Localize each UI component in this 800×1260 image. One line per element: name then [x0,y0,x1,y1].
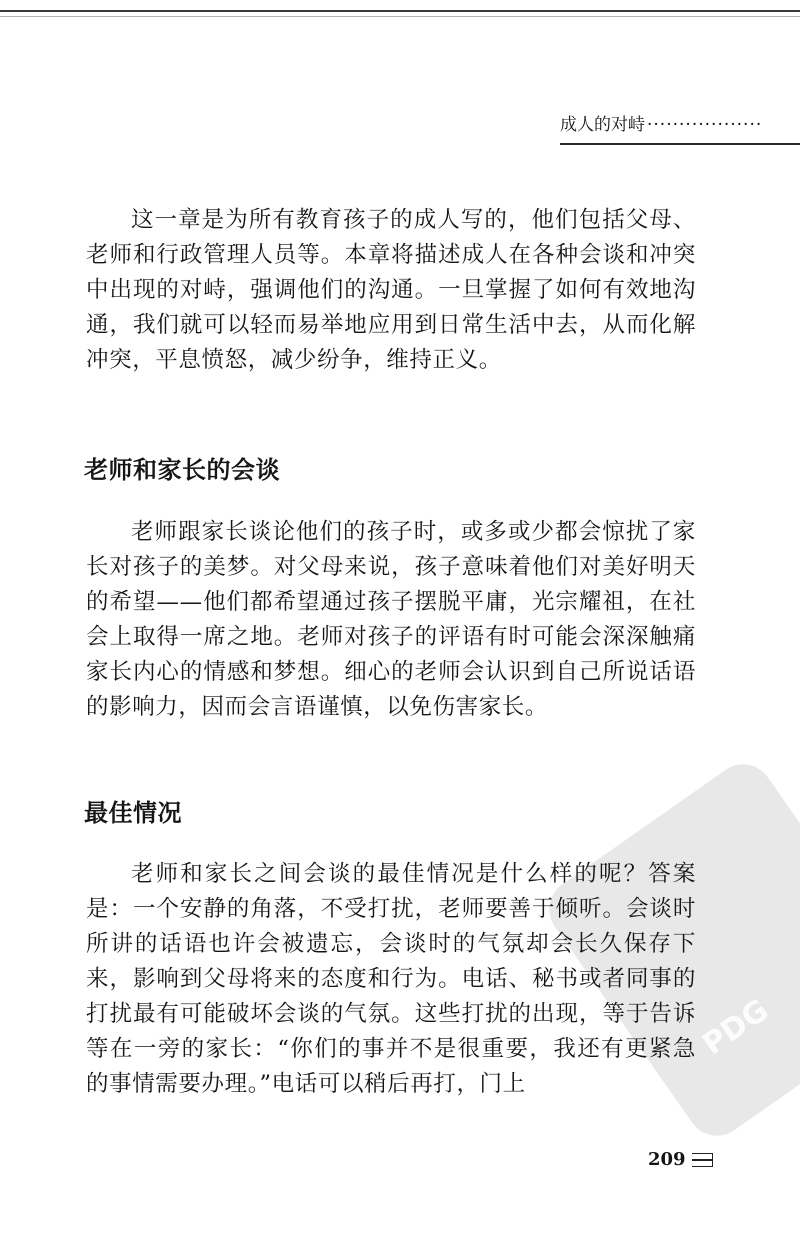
top-border-rule [0,10,800,12]
running-head [560,112,800,138]
intro-paragraph: 这一章是为所有教育孩子的成人写的，他们包括父母、老师和行政管理人员等。本章将描述成人在各种会谈和冲突中出现的对峙，强调他们的沟通。一旦掌握了如何有效地沟通，我们就可以轻而易举地应用到日常生活中去，从而化解冲突，平息愤怒，减少纷争，维持正义。 [86,207,696,373]
section1-paragraph: 老师跟家长谈论他们的孩子时，或多或少都会惊扰了家长对孩子的美梦。对父母来说，孩子意味着他们对美好明天的希望——他们都希望通过孩子摆脱平庸，光宗耀祖，在社会上取得一席之地。老师对孩子的评语有时可能会深深触痛家长内心的情感和梦想。细心的老师会认识到自己所说话语的影响力，因而会言语谨慎，以免伤害家长。 [86,519,696,720]
running-head-title: 成人的对峙 [560,115,645,135]
running-head-leader: ·················· [647,115,763,135]
watermark-text: PDG [696,992,776,1063]
page-number [648,1148,713,1172]
top-border-rule-thin [0,16,800,17]
page-marker-icon [692,1153,713,1167]
section-heading-best-situation: 最佳情况 [84,799,182,827]
section2-paragraph: 老师和家长之间会谈的最佳情况是什么样的呢？答案是：一个安静的角落，不受打扰，老师要善于倾听。会谈时所讲的话语也许会被遗忘，会谈时的气氛却会长久保存下来，影响到父母将来的态度和行为。电话、秘书或者同事的打扰最有可能破坏会谈的气氛。这些打扰的出现，等于告诉等在一旁的家长：“你们的事并不是很重要，我还有更紧急的事情需要办理。”电话可以稍后再打，门上 [86,861,696,1097]
running-head-rule [560,143,800,145]
page-number-value: 209 [648,1149,686,1170]
section-heading-teacher-parent-meeting: 老师和家长的会谈 [84,456,280,484]
